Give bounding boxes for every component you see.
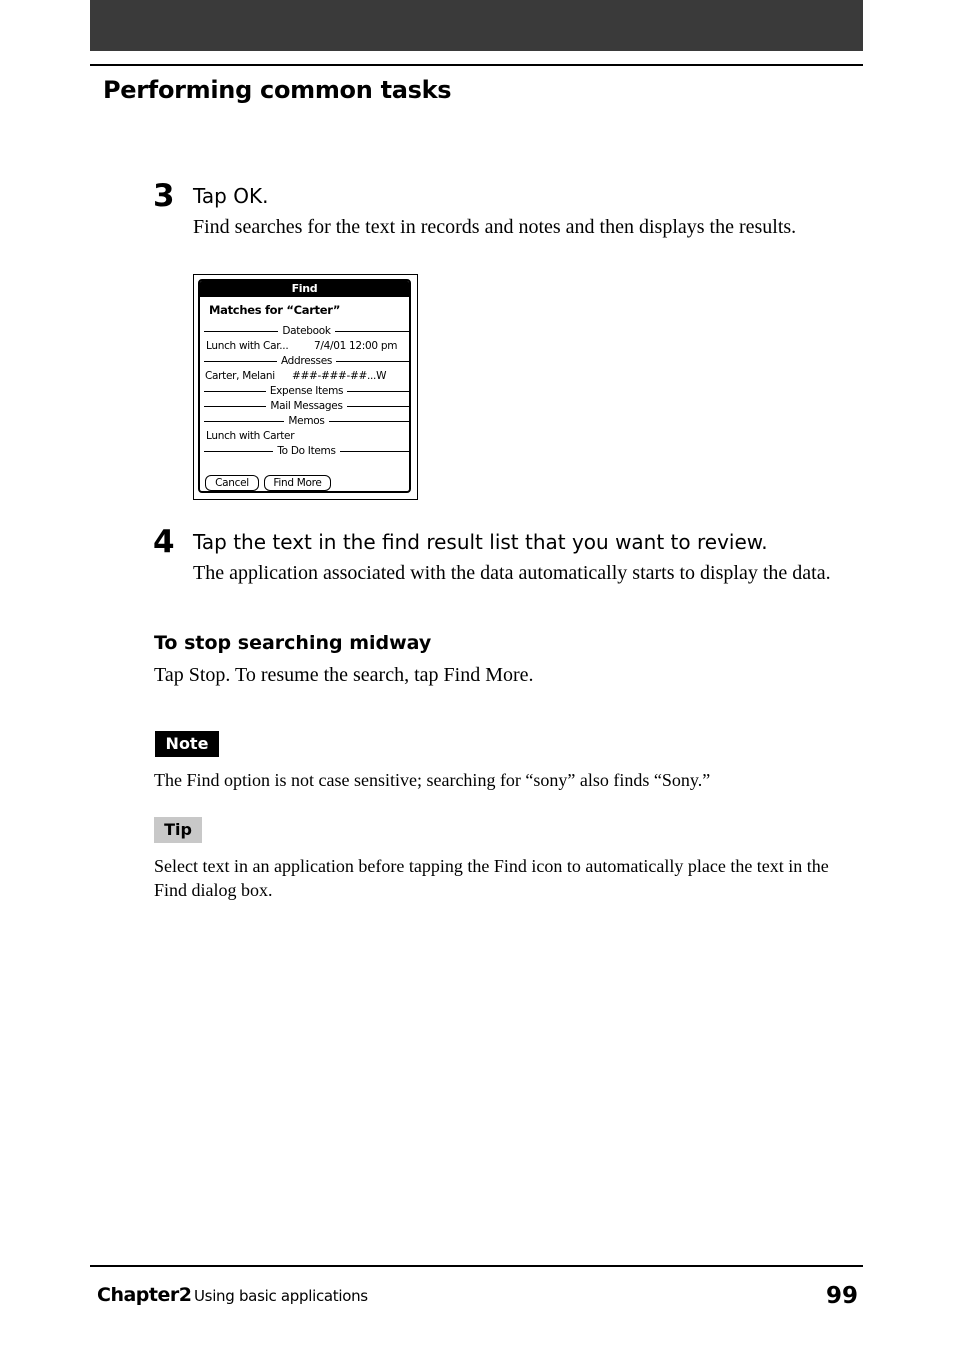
- category-datebook: Datebook: [204, 325, 409, 338]
- header-rule: [90, 64, 863, 66]
- matches-heading: Matches for “Carter”: [209, 303, 341, 317]
- category-expense: Expense Items: [204, 385, 409, 398]
- note-text: The Find option is not case sensitive; searching for “sony” also finds “Sony.”: [154, 770, 711, 790]
- footer-chapter: Chapter2: [97, 1284, 192, 1306]
- page-number: 99: [826, 1283, 859, 1309]
- footer-subtitle: Using basic applications: [194, 1287, 368, 1305]
- result-datebook-time: 7/4/01 12:00 pm: [314, 340, 398, 352]
- footer-rule: [90, 1265, 863, 1267]
- step-4-body: The application associated with the data automatically starts to display the data.: [193, 562, 831, 584]
- category-addresses: Addresses: [204, 355, 409, 368]
- tip-label: Tip: [154, 817, 202, 843]
- category-todo: To Do Items: [204, 445, 409, 458]
- section-title: Performing common tasks: [103, 76, 452, 104]
- find-dialog-screenshot: [193, 274, 418, 500]
- cancel-button[interactable]: Cancel: [205, 475, 259, 491]
- subsection-body: Tap Stop. To resume the search, tap Find More.: [154, 664, 534, 686]
- tip-text: Select text in an application before tapping the Find icon to automatically place the text in the Find dialog box.: [154, 856, 829, 900]
- result-address-name: Carter, Melani: [205, 370, 275, 382]
- step-3-body: Find searches for the text in records and notes and then displays the results.: [193, 216, 797, 238]
- result-datebook-title: Lunch with Car...: [206, 340, 289, 352]
- category-memos: Memos: [204, 415, 409, 428]
- step-3-heading: Tap OK.: [193, 184, 269, 208]
- result-memo: Lunch with Carter: [206, 430, 295, 442]
- find-more-button[interactable]: Find More: [264, 475, 331, 491]
- find-dialog-title: Find: [200, 281, 409, 297]
- find-dialog: [198, 279, 411, 493]
- step-4-number: 4: [153, 524, 175, 560]
- subsection-heading: To stop searching midway: [154, 632, 432, 654]
- category-mail: Mail Messages: [204, 400, 409, 413]
- header-bar: [90, 0, 863, 51]
- step-4-heading: Tap the text in the find result list that you want to review.: [193, 530, 768, 554]
- note-label: Note: [155, 731, 219, 757]
- step-3-number: 3: [153, 178, 175, 214]
- result-address-phone: ###-###-##...W: [292, 370, 387, 382]
